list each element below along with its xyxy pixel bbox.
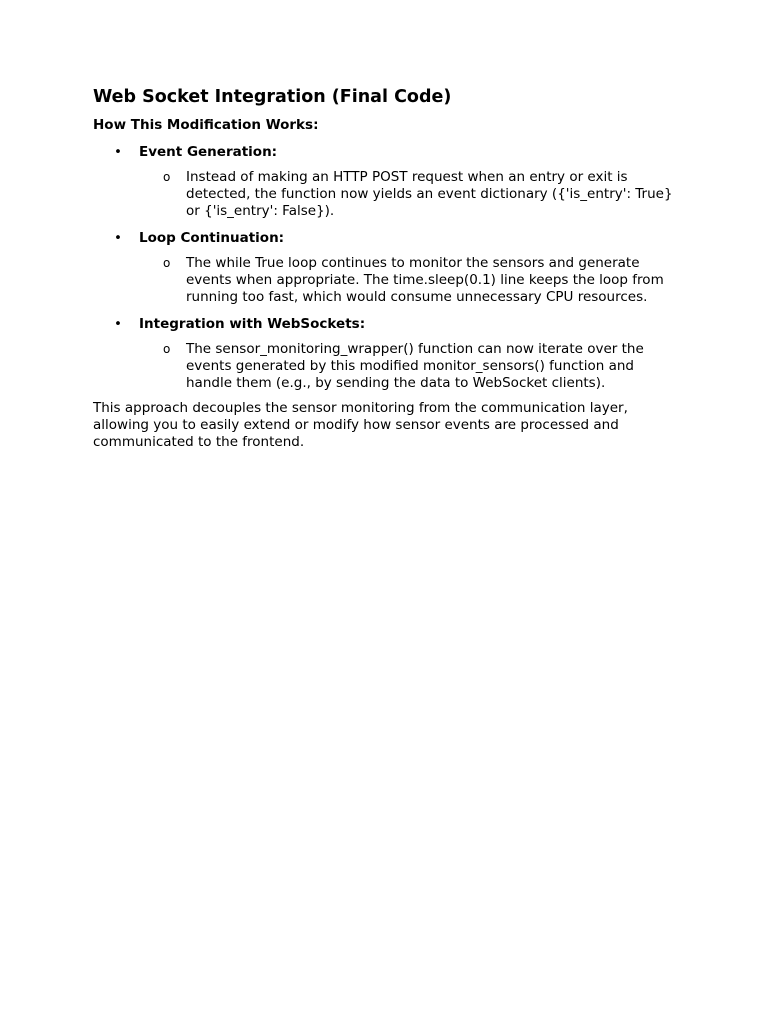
- list-item-heading: Integration with WebSockets:: [139, 316, 366, 332]
- sub-bullet-icon: o: [163, 342, 171, 356]
- list-item: [93, 229, 683, 306]
- sub-bullet-icon: o: [163, 170, 171, 184]
- document-body: [93, 86, 683, 451]
- bullet-list: [93, 143, 683, 392]
- list-item: [93, 143, 683, 220]
- bullet-icon: •: [114, 316, 122, 332]
- list-item-heading: Loop Continuation:: [139, 230, 285, 246]
- sub-list-item-text: The sensor_monitoring_wrapper() function can now iterate over the events generated by this modified monitor_sensors() function and handle them (e.g., by sending the data to WebSocket clients).: [186, 341, 644, 391]
- sub-list-item: [139, 169, 683, 220]
- bullet-icon: •: [114, 230, 122, 246]
- list-item-heading: Event Generation:: [139, 144, 278, 160]
- bullet-icon: •: [114, 144, 122, 160]
- closing-paragraph: This approach decouples the sensor monitoring from the communication layer, allowing you to easily extend or modify how sensor events are processed and communicated to the frontend.: [93, 400, 628, 450]
- sub-list-item-text: The while True loop continues to monitor the sensors and generate events when appropriate. The time.sleep(0.1) line keeps the loop from running too fast, which would consume unnecessary CPU resources.: [186, 255, 664, 305]
- document-title: Web Socket Integration (Final Code): [93, 87, 452, 107]
- sub-list-item-text: Instead of making an HTTP POST request when an entry or exit is detected, the function now yields an event dictionary ({'is_entry': True} or {'is_entry': False}).: [186, 169, 673, 219]
- sub-list-item: [139, 255, 683, 306]
- sub-bullet-icon: o: [163, 256, 171, 270]
- section-subheading: How This Modification Works:: [93, 117, 319, 133]
- list-item: [93, 315, 683, 392]
- sub-list-item: [139, 341, 683, 392]
